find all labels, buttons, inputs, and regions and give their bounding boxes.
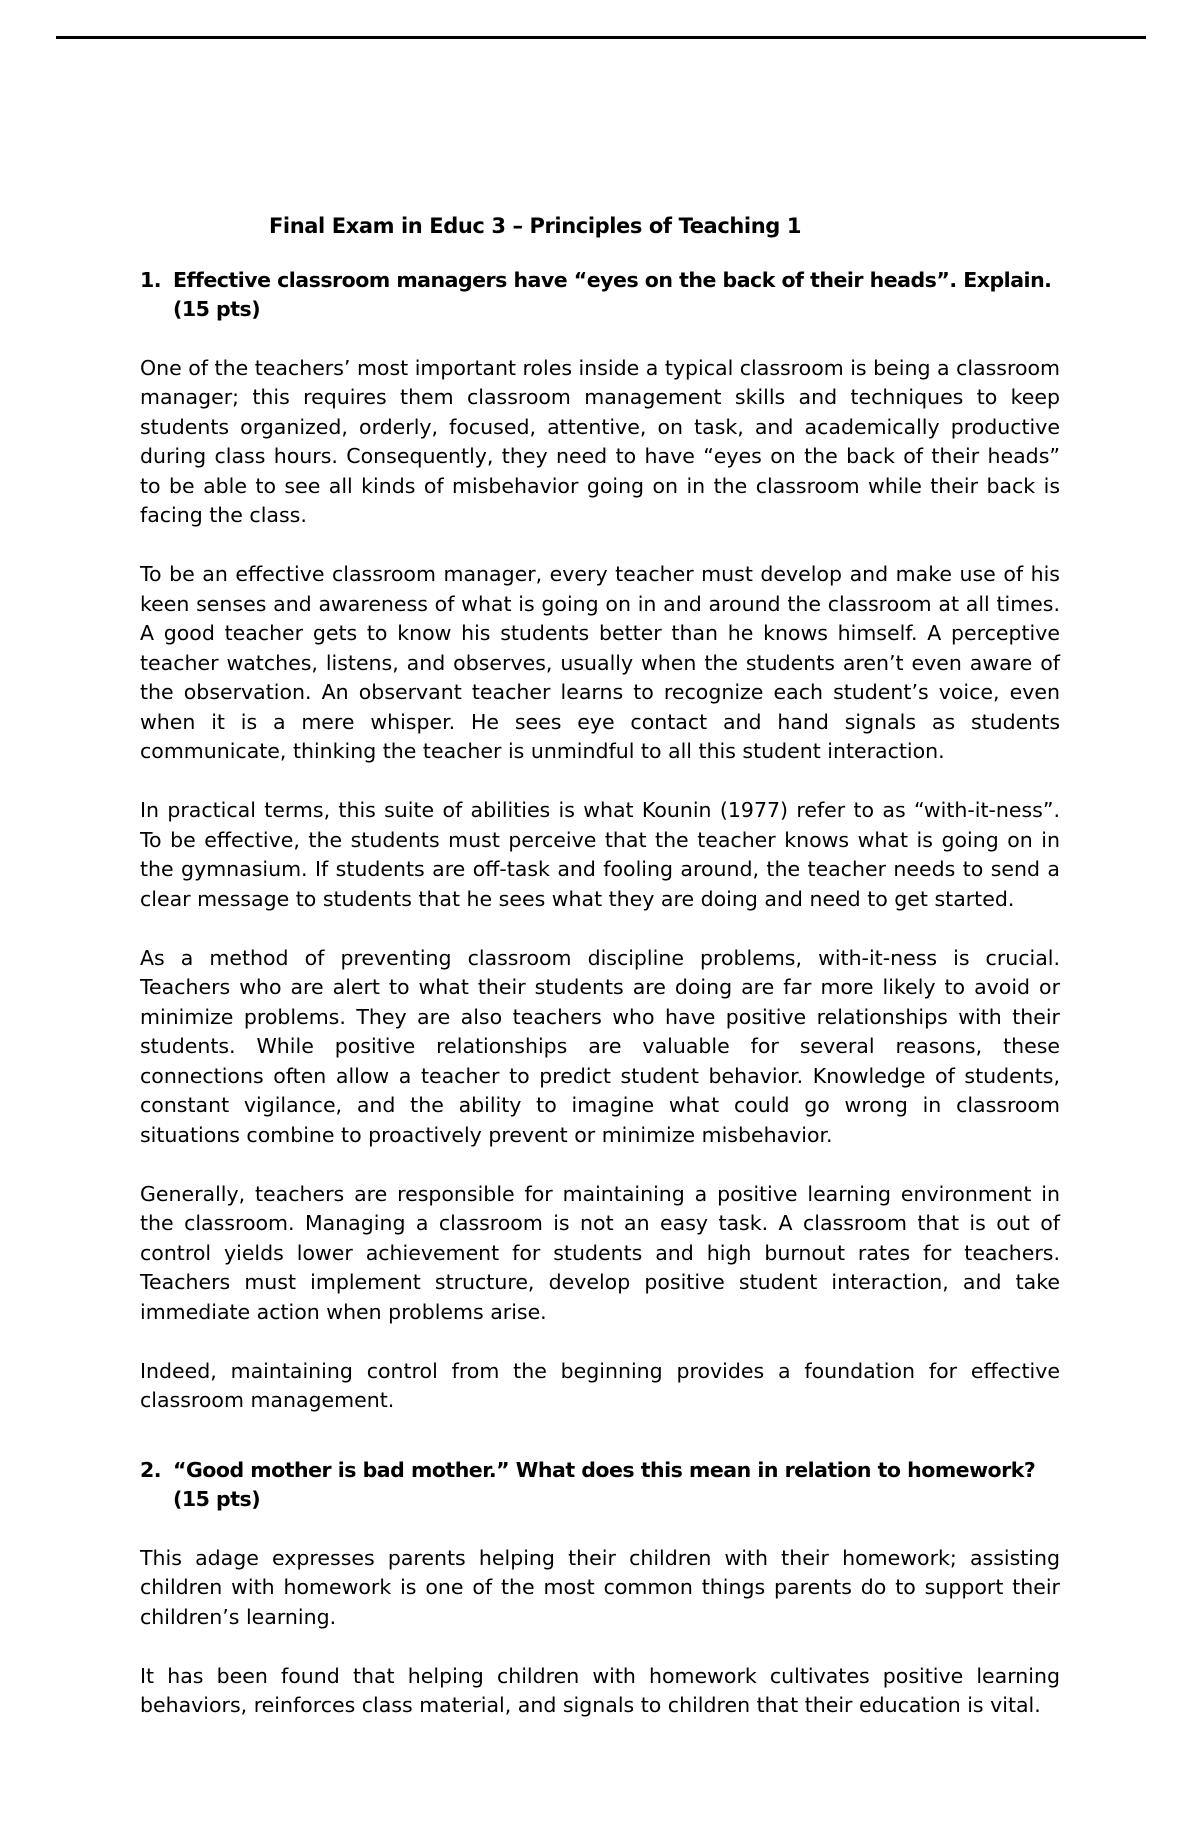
top-rule bbox=[56, 36, 1146, 39]
question-1-prompt: Effective classroom managers have “eyes on the back of their heads”. Explain. (15 pts) bbox=[173, 267, 1052, 321]
question-2-number: 2. bbox=[140, 1457, 162, 1482]
question-1-number: 1. bbox=[140, 267, 162, 292]
answer-1-paragraph-5: Generally, teachers are responsible for maintaining a positive learning environment in the classroom. Managing a classroom is not an easy task. A classroom that is out of control yields lower achievement for students and high burnout rates for teachers. Teachers must implement structure, develop positive student interaction, and take immediate action when problems arise. bbox=[140, 1181, 1060, 1324]
answer-1-paragraph-2: To be an effective classroom manager, every teacher must develop and make use of his keen senses and awareness of what is going on in and around the classroom at all times. A good teacher gets to know his students better than he knows himself. A perceptive teacher watches, listens, and observes, usually when the students aren’t even aware of the observation. An observant teacher learns to recognize each student’s voice, even when it is a mere whisper. He sees eye contact and hand signals as students communicate, thinking the teacher is unmindful to all this student interaction. bbox=[140, 562, 1060, 763]
document-body bbox=[140, 212, 1060, 1750]
question-2-prompt: “Good mother is bad mother.” What does this mean in relation to homework? (15 pts) bbox=[173, 1457, 1036, 1511]
exam-title: Final Exam in Educ 3 – Principles of Teaching 1 bbox=[268, 214, 802, 238]
answer-1-paragraph-4: As a method of preventing classroom discipline problems, with-it-ness is crucial. Teachers who are alert to what their students are doing are far more likely to avoid or minimize problems. They are also teachers who have positive relationships with their students. While positive relationships are valuable for several reasons, these connections often allow a teacher to predict student behavior. Knowledge of students, constant vigilance, and the ability to imagine what could go wrong in classroom situations combine to proactively prevent or minimize misbehavior. bbox=[140, 945, 1060, 1147]
answer-2-paragraph-2: It has been found that helping children with homework cultivates positive learning behaviors, reinforces class material, and signals to children that their education is vital. bbox=[140, 1663, 1060, 1717]
answer-2-paragraph-1: This adage expresses parents helping their children with their homework; assisting children with homework is one of the most common things parents do to support their children’s learning. bbox=[140, 1545, 1060, 1629]
answer-1-paragraph-6: Indeed, maintaining control from the beginning provides a foundation for effective classroom management. bbox=[140, 1358, 1060, 1412]
question-1-heading bbox=[140, 266, 1060, 325]
answer-1-paragraph-1: One of the teachers’ most important roles inside a typical classroom is being a classroom manager; this requires them classroom management skills and techniques to keep students organized, orderly, focused, attentive, on task, and academically productive during class hours. Consequently, they need to have “eyes on the back of their heads” to be able to see all kinds of misbehavior going on in the classroom while their back is facing the class. bbox=[140, 355, 1060, 527]
question-2-heading bbox=[140, 1456, 1060, 1515]
answer-1-paragraph-3: In practical terms, this suite of abilities is what Kounin (1977) refer to as “with-it-ness”. To be effective, the students must perceive that the teacher knows what is going on in the gymnasium. If students are off-task and fooling around, the teacher needs to send a clear message to students that he sees what they are doing and need to get started. bbox=[140, 798, 1060, 911]
